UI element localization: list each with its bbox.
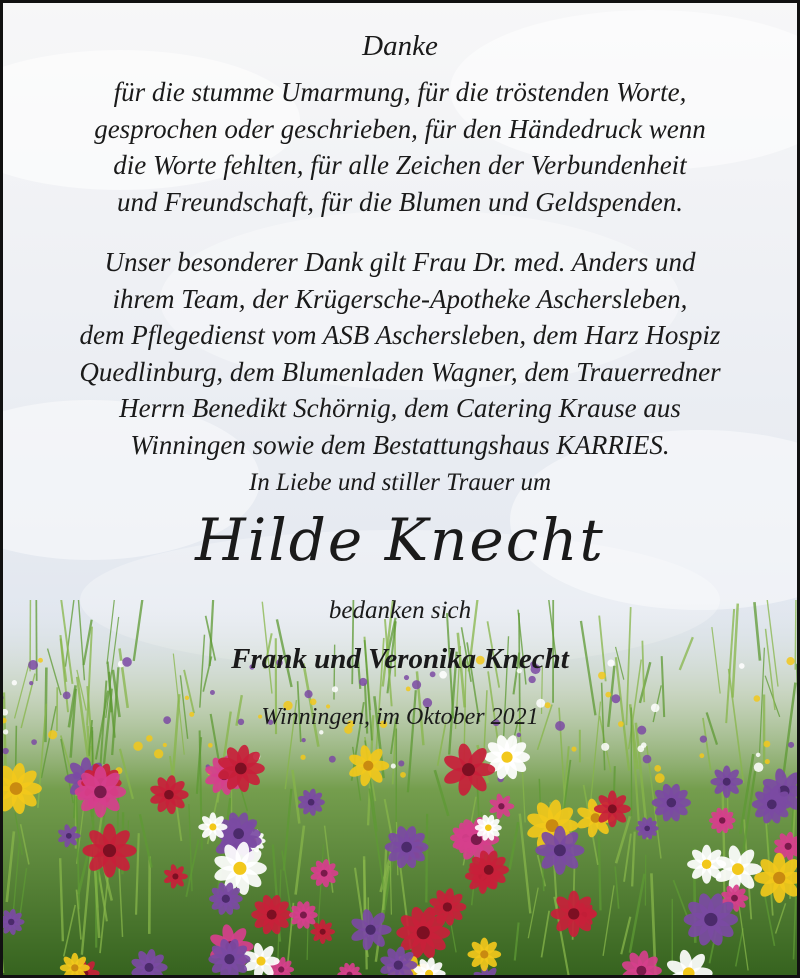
thanks-paragraph (0, 74, 800, 220)
special-thanks-line: dem Pflegedienst vom ASB Aschersleben, dem Harz Hospiz (79, 320, 721, 350)
special-thanks-paragraph (0, 244, 800, 463)
thanks-line: bedanken sich (328, 597, 472, 624)
thanks-line: gesprochen oder geschrieben, für den Händedruck wenn (94, 113, 706, 144)
place-and-date: Winningen, im Oktober 2021 (261, 704, 539, 730)
special-thanks-line: Winningen sowie dem Bestattungshaus KARRIES. (130, 429, 670, 460)
deceased-name: Hilde Knecht (195, 506, 605, 574)
thanks-line: die Worte fehlten, für alle Zeichen der Verbundenheit (113, 150, 687, 180)
family-names: Frank und Veronika Knecht (231, 643, 569, 675)
special-thanks-line: Herrn Benedikt Schörnig, dem Catering Krause aus (119, 393, 681, 423)
mourning-line: In Liebe und stiller Trauer um (248, 469, 552, 496)
special-thanks-line: Quedlinburg, dem Blumenladen Wagner, dem Trauerredner (79, 356, 721, 387)
special-thanks-line: ihrem Team, der Krügersche-Apotheke Aschersleben, (112, 283, 688, 314)
notice-title: Danke (362, 30, 438, 62)
thanks-line: und Freundschaft, für die Blumen und Geldspenden. (117, 186, 683, 217)
thanks-line: für die stumme Umarmung, für die tröstenden Worte, (113, 77, 687, 107)
special-thanks-line: Unser besonderer Dank gilt Frau Dr. med. Anders und (104, 247, 696, 277)
